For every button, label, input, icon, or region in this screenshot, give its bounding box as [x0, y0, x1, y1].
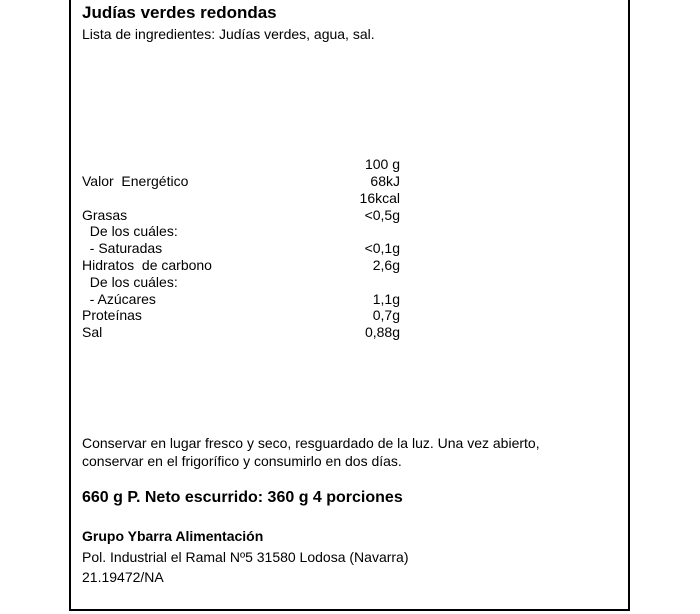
- registry-code: 21.19472/NA: [82, 569, 164, 585]
- nutrition-label: Grasas: [82, 207, 128, 223]
- label-frame: [69, 0, 630, 611]
- nutrition-value: <0,1g: [364, 240, 400, 256]
- storage-line-2: conservar en el frigorífico y consumirlo en dos días.: [82, 453, 402, 469]
- company-name: Grupo Ybarra Alimentación: [82, 528, 264, 544]
- nutrition-label: Hidratos de carbono: [82, 257, 212, 273]
- nutrition-value: <0,5g: [364, 207, 400, 223]
- nutrition-value: 68kJ: [370, 173, 400, 189]
- nutrition-value: 2,6g: [372, 257, 400, 273]
- nutrition-value: 0,7g: [372, 307, 400, 323]
- nutrition-label: Proteínas: [82, 307, 142, 323]
- nutrition-column-header: 100 g: [364, 156, 400, 172]
- ingredients-list: Lista de ingredientes: Judías verdes, agua, sal.: [82, 26, 375, 42]
- net-weight-line: 660 g P. Neto escurrido: 360 g 4 porciones: [82, 489, 403, 506]
- nutrition-label: - Azúcares: [82, 291, 156, 307]
- nutrition-label: Valor Energético: [82, 173, 189, 189]
- nutrition-value: 1,1g: [372, 291, 400, 307]
- company-address: Pol. Industrial el Ramal Nº5 31580 Lodosa (Navarra): [82, 549, 409, 565]
- product-title: Judías verdes redondas: [82, 3, 277, 22]
- nutrition-value: 0,88g: [364, 324, 400, 340]
- nutrition-label: - Saturadas: [82, 240, 163, 256]
- nutrition-label: Sal: [82, 324, 103, 340]
- nutrition-label: De los cuáles:: [82, 274, 178, 290]
- storage-line-1: Conservar en lugar fresco y seco, resguardado de la luz. Una vez abierto,: [82, 435, 540, 451]
- nutrition-value: 16kcal: [359, 190, 400, 206]
- nutrition-label: De los cuáles:: [82, 223, 178, 239]
